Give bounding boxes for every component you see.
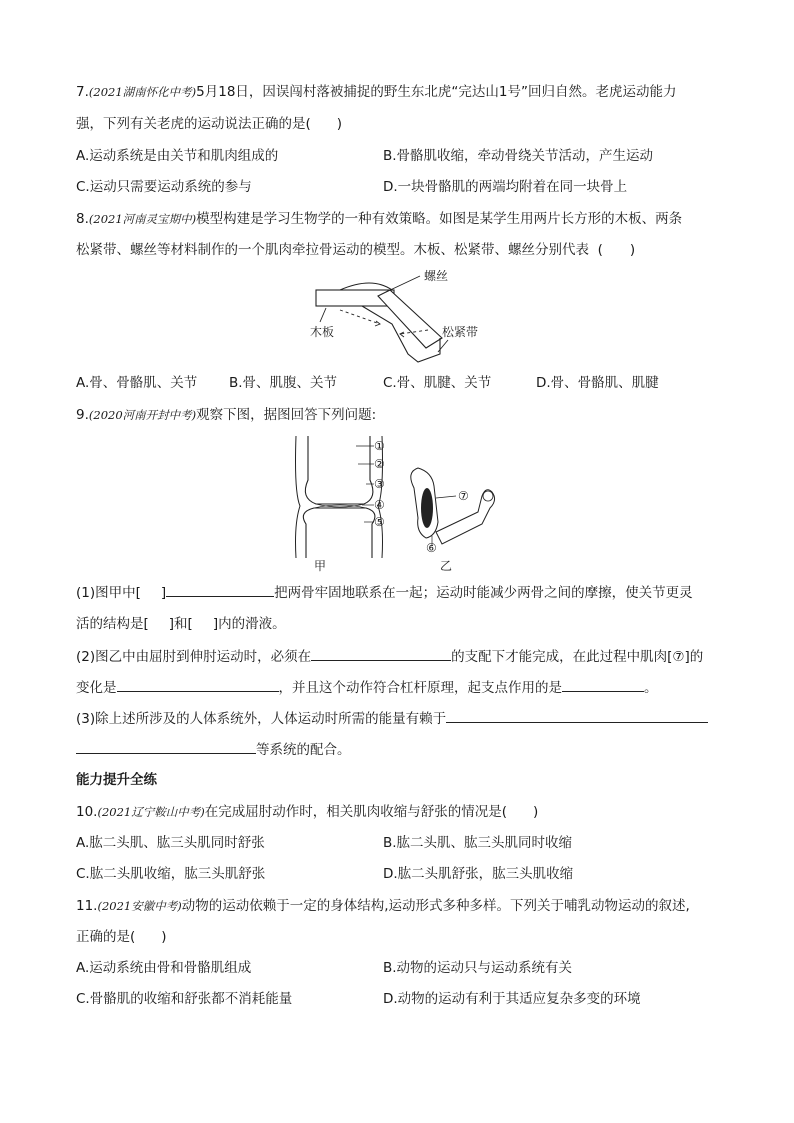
- q8-stem-a: 模型构建是学习生物学的一种有效策略。如图是某学生用两片长方形的木板、两条: [196, 211, 683, 227]
- q8-stem-b: 松紧带、螺丝等材料制作的一个肌肉牵拉骨运动的模型。木板、松紧带、螺丝分别代表: [76, 242, 589, 258]
- q7-option-c: C.运动只需要运动系统的参与: [76, 179, 252, 195]
- q11-option-a: A.运动系统由骨和骨骼肌组成: [76, 960, 252, 976]
- q11-option-c: C.骨骼肌的收缩和舒张都不消耗能量: [76, 991, 293, 1007]
- q10-stem-text: 在完成屈肘动作时，相关肌肉收缩与舒张的情况是(: [204, 804, 508, 820]
- knee-joint-diagram: [296, 436, 385, 572]
- band-upper: [340, 283, 392, 290]
- q7-option-b: B.骨骼肌收缩，牵动骨绕关节活动，产生运动: [383, 148, 654, 164]
- label-3: ③: [374, 477, 385, 491]
- q11-option-d: D.动物的运动有利于其适应复杂多变的环境: [383, 991, 641, 1007]
- q7-option-d: D.一块骨骼肌的两端均附着在同一块骨上: [383, 179, 628, 195]
- q9-p1-a: (1)图甲中[: [76, 585, 141, 601]
- q11-stem-line2: [76, 927, 167, 947]
- q9-p2-blank2[interactable]: [117, 677, 279, 692]
- label-5: ⑤: [374, 515, 385, 529]
- q11-stem-b-end: ): [161, 929, 167, 945]
- q9-p3-blank1[interactable]: [446, 708, 708, 723]
- q9-p2-b: 的支配下才能完成，在此过程中肌肉[⑦]的: [451, 649, 704, 665]
- q7-stem-line2: [76, 114, 342, 134]
- q8-option-d: D.骨、骨骼肌、肌腱: [536, 375, 659, 391]
- label-band: 松紧带: [442, 325, 479, 339]
- q9-p2-blank1[interactable]: [311, 646, 451, 661]
- q9-stem-text: 观察下图，据图回答下列问题:: [196, 407, 377, 423]
- q9-part2-line2: [76, 677, 658, 698]
- q9-p1-d: 活的结构是[: [76, 616, 149, 632]
- label-board: 木板: [310, 325, 335, 339]
- q11-source: (2021安徽中考): [97, 899, 182, 913]
- q9-p2-blank3[interactable]: [562, 677, 644, 692]
- pull-arrow-1: [340, 310, 380, 324]
- label-screw: 螺丝: [424, 269, 449, 283]
- q7-option-a: A.运动系统是由关节和肌肉组成的: [76, 148, 279, 164]
- q7-stem-a: 5月18日，因误闯村落被捕捉的野生东北虎“完达山1号”回归自然。老虎运动能力: [196, 84, 677, 100]
- q10-source: (2021辽宁鞍山中考): [97, 805, 205, 819]
- q10-stem-end: ): [533, 804, 539, 820]
- q11-option-b: B.动物的运动只与运动系统有关: [383, 960, 573, 976]
- arm-diagram: [411, 468, 495, 572]
- label-2: ②: [374, 457, 385, 471]
- q9-figure: [286, 432, 516, 572]
- label-4: ④: [374, 498, 385, 512]
- board-lower: [378, 290, 442, 348]
- label-jia: 甲: [314, 559, 327, 572]
- q9-p2-e: 。: [644, 680, 658, 696]
- q9-p1-blank[interactable]: [166, 582, 274, 597]
- q10-stem: [76, 802, 538, 822]
- q9-p2-a: (2)图乙中由屈肘到伸肘运动时，必须在: [76, 649, 312, 665]
- q7-source: (2021湖南怀化中考): [88, 85, 197, 99]
- q9-part1-line1: [76, 582, 693, 603]
- q7-stem-b-end: ): [336, 116, 343, 132]
- q8-stem-line1: [76, 209, 682, 229]
- q9-p1-f: ]内的滑液。: [212, 616, 286, 632]
- biceps: [421, 488, 433, 528]
- q9-p3-b: 等系统的配合。: [256, 742, 351, 758]
- q9-p1-bracket-blank[interactable]: [141, 583, 161, 597]
- q9-p1-b: ]: [160, 585, 167, 601]
- q9-p2-d: ，并且这个动作符合杠杆原理，起支点作用的是: [278, 680, 562, 696]
- q10-option-c: C.肱二头肌收缩，肱三头肌舒张: [76, 866, 266, 882]
- q11-stem-line1: [76, 896, 690, 916]
- q10-number: 10.: [76, 804, 98, 820]
- q9-p1-e: ]和[: [168, 616, 193, 632]
- label-7: ⑦: [458, 489, 469, 503]
- q11-number: 11.: [76, 898, 98, 914]
- q8-option-b: B.骨、肌腹、关节: [229, 375, 338, 391]
- q9-p3-blank2[interactable]: [76, 739, 256, 754]
- screw-leader: [386, 276, 420, 292]
- q9-source: (2020河南开封中考): [88, 408, 197, 422]
- q9-part1-line2: [76, 614, 286, 634]
- q9-part2-line1: [76, 646, 703, 667]
- label-1: ①: [374, 439, 385, 453]
- q11-stem-a: 动物的运动依赖于一定的身体结构,运动形式多种多样。下列关于哺乳动物运动的叙述,: [181, 898, 690, 914]
- q9-part3-line2: [76, 739, 351, 760]
- q10-option-a: A.肱二头肌、肱三头肌同时舒张: [76, 835, 265, 851]
- q8-model-figure: [300, 266, 500, 366]
- q8-option-a: A.骨、骨骼肌、关节: [76, 375, 198, 391]
- q9-p3-a: (3)除上述所涉及的人体系统外，人体运动时所需的能量有赖于: [76, 711, 447, 727]
- q9-p1-c: 把两骨牢固地联系在一起；运动时能减少两骨之间的摩擦，使关节更灵: [274, 585, 693, 601]
- q8-source: (2021河南灵宝期中): [88, 212, 197, 226]
- q9-number: 9.: [76, 407, 89, 423]
- label-yi: 乙: [440, 559, 453, 572]
- q8-stem-b-end: ( ): [597, 242, 636, 258]
- q8-option-c: C.骨、肌腱、关节: [383, 375, 492, 391]
- section-heading: 能力提升全练: [76, 772, 157, 788]
- q7-stem-line1: [76, 82, 676, 102]
- q9-stem: [76, 405, 376, 425]
- q11-stem-b: 正确的是(: [76, 929, 136, 945]
- label-6: ⑥: [426, 541, 437, 555]
- q8-stem-line2: [76, 240, 635, 260]
- q7-number: 7.: [76, 84, 89, 100]
- q8-number: 8.: [76, 211, 89, 227]
- q10-option-b: B.肱二头肌、肱三头肌同时收缩: [383, 835, 573, 851]
- q9-part3-line1: [76, 708, 708, 729]
- q10-option-d: D.肱二头肌舒张，肱三头肌收缩: [383, 866, 574, 882]
- q7-stem-b: 强，下列有关老虎的运动说法正确的是(: [76, 116, 311, 132]
- q9-p2-c: 变化是: [76, 680, 117, 696]
